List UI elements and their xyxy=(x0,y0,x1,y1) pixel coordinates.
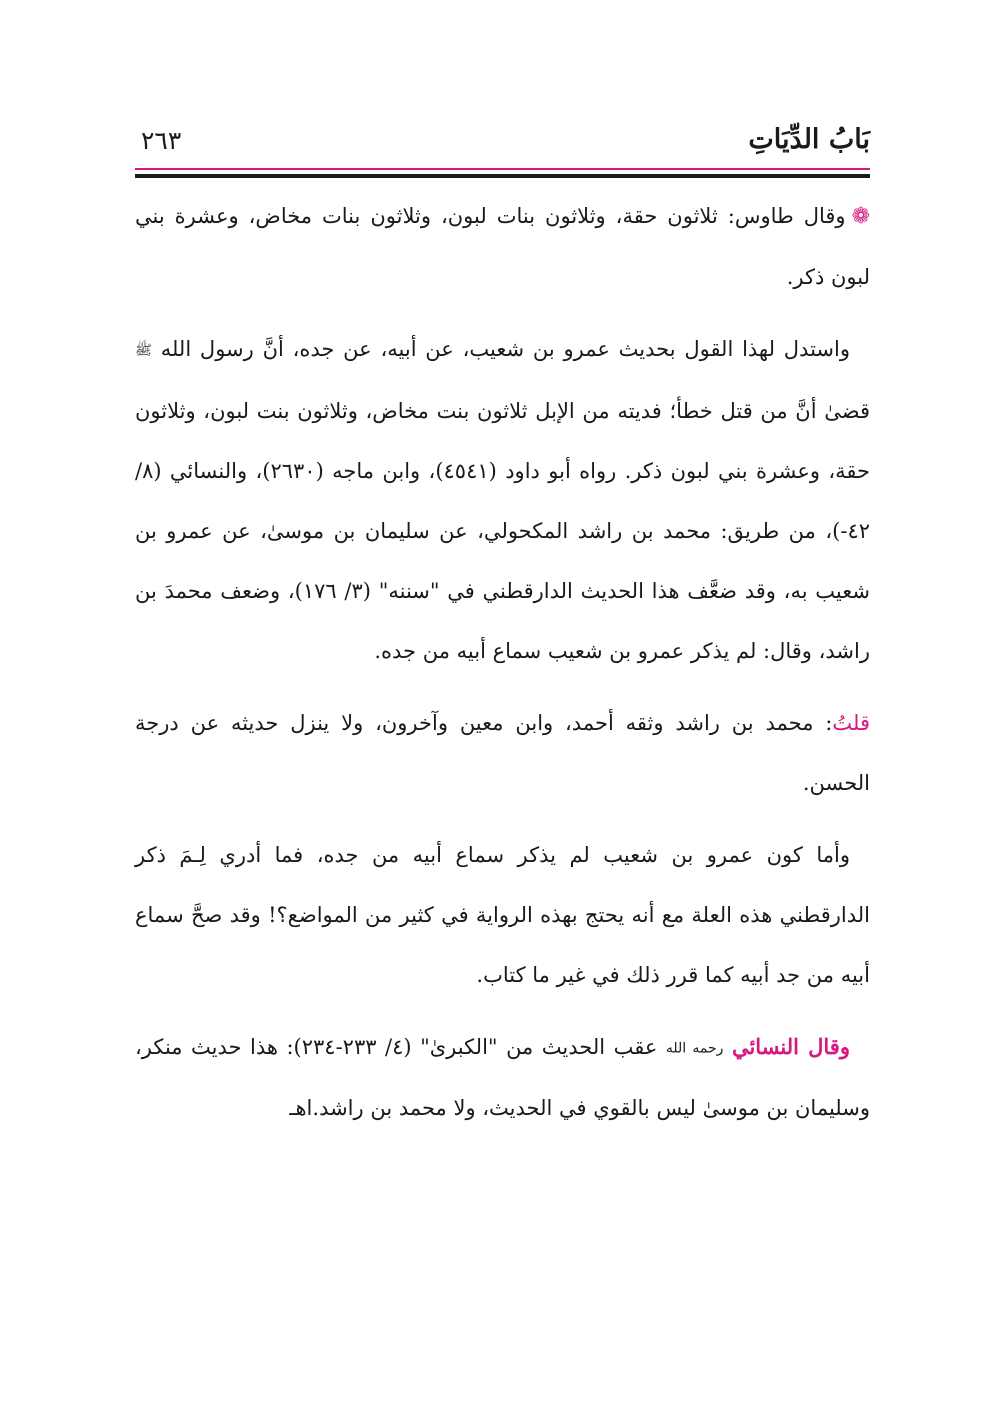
salawat-honorific: ﷺ xyxy=(135,342,152,359)
paragraph-text: وأما كون عمرو بن شعيب لم يذكر سماع أبيه من جده، فما أدري لِـمَ ذكر الدارقطني هذه العلة مع أنه يحتج بهذه الرواية في كثير من المواضع؟! وقد صحَّ سماع أبيه من جد أبيه كما قرر ذلك في غير ما كتاب. xyxy=(135,842,870,987)
paragraph-text: وقال طاوس: ثلاثون حقة، وثلاثون بنات لبون، وثلاثون بنات مخاض، وعشرة بني لبون ذكر. xyxy=(135,204,870,289)
header-rule-accent xyxy=(135,168,870,170)
flower-icon: ❁ xyxy=(851,204,870,229)
page-number: ٢٦٣ xyxy=(141,126,182,155)
paragraph-qultu xyxy=(135,693,870,813)
paragraph-text: عقب الحديث من "الكبرىٰ" (٤/ ٢٣٣-٢٣٤): هذا حديث منكر، وسليمان بن موسىٰ ليس بالقوي في الحديث، ولا محمد بن راشد.اهـ xyxy=(135,1034,870,1120)
qultu-lead: قلتُ xyxy=(832,710,870,735)
paragraph-evidence xyxy=(135,319,870,681)
page-header xyxy=(135,118,870,162)
header-rule xyxy=(135,174,870,178)
nasai-lead: وقال النسائي xyxy=(731,1033,850,1059)
paragraph-text-part1: واستدل لهذا القول بحديث عمرو بن شعيب، عن أبيه، عن جده، أنَّ رسول الله xyxy=(151,337,850,361)
paragraph-tawus xyxy=(135,186,870,307)
paragraph-text: : محمد بن راشد وثقه أحمد، وابن معين وآخرون، ولا ينزل حديثه عن درجة الحسن. xyxy=(135,710,870,795)
rahimahullah-honorific: رحمه الله xyxy=(665,1040,724,1056)
body-text xyxy=(135,186,870,1150)
paragraph-nasai xyxy=(135,1017,870,1139)
chapter-title: بَابُ الدِّيَاتِ xyxy=(748,124,870,155)
paragraph-amr-ibn-shuayb xyxy=(135,825,870,1005)
paragraph-text-part2: قضىٰ أنَّ من قتل خطأ؛ فديته من الإبل ثلاثون بنت مخاض، وثلاثون بنت لبون، وثلاثون حقة، وعشرة بني لبون ذكر. رواه أبو داود (٤٥٤١)، وابن ماجه (٢٦٣٠)، والنسائي (٨/ ٤٢-)، من طريق: محمد بن راشد المكحولي، عن سليمان بن موسىٰ، عن عمرو بن شعيب به، وقد ضعَّف هذا الحديث الدارقطني في "سننه" (٣/ ١٧٦)، وضعف محمدَ بن راشد، وقال: لم يذكر عمرو بن شعيب سماع أبيه من جده. xyxy=(135,398,871,663)
